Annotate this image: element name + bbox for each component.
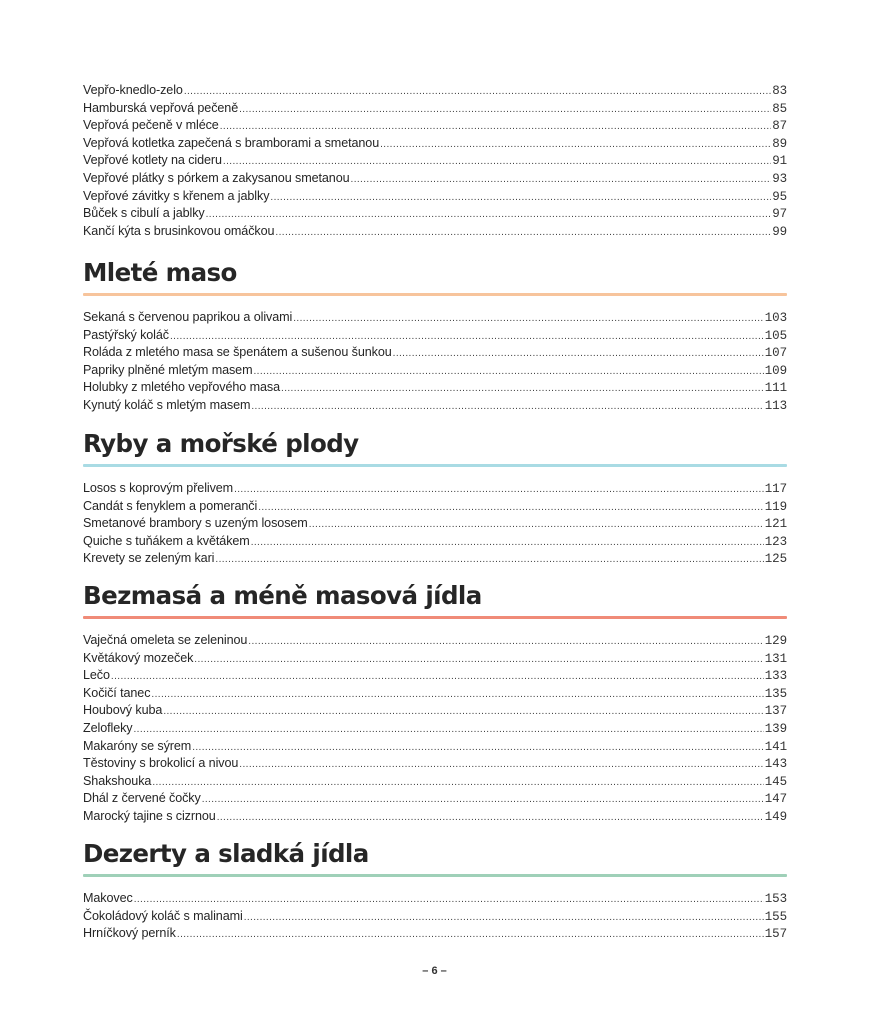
entry-page-number: 137 xyxy=(764,704,787,719)
toc-entry[interactable] xyxy=(83,755,787,773)
entry-page-number: 85 xyxy=(772,101,787,116)
dot-leader xyxy=(223,153,771,171)
entry-page-number: 133 xyxy=(764,669,787,684)
toc-entry[interactable] xyxy=(83,327,787,345)
section-divider xyxy=(83,616,787,619)
entry-title: Losos s koprovým přelivem xyxy=(83,481,234,495)
dot-leader xyxy=(217,809,764,827)
entry-title: Shakshouka xyxy=(83,773,152,788)
entry-page-number: 103 xyxy=(764,311,787,325)
entry-title: Pastýřský koláč xyxy=(83,327,169,342)
entry-page-number: 111 xyxy=(764,381,787,396)
section-divider xyxy=(83,464,787,467)
toc-entry[interactable] xyxy=(83,100,787,118)
toc-entry[interactable] xyxy=(83,773,787,791)
toc-entry[interactable] xyxy=(83,808,787,826)
toc-entry[interactable] xyxy=(83,720,787,738)
dot-leader xyxy=(111,668,764,686)
toc-entry[interactable] xyxy=(83,135,787,153)
toc-entry[interactable] xyxy=(83,550,787,568)
toc-entry[interactable] xyxy=(83,344,787,362)
entry-title: Vepřové plátky s pórkem a zakysanou smetanou xyxy=(83,170,350,185)
entry-title: Roláda z mletého masa se špenátem a sušenou šunkou xyxy=(83,345,392,360)
toc-section-ryby xyxy=(83,427,787,568)
entry-page-number: 97 xyxy=(772,207,787,222)
toc-entry[interactable] xyxy=(83,650,787,668)
entry-title: Candát s fenyklem a pomeranči xyxy=(83,498,258,513)
entry-title: Vepřová kotletka zapečená s bramborami a smetanou xyxy=(83,135,380,150)
entry-page-number: 95 xyxy=(772,189,787,204)
section-divider xyxy=(83,293,787,296)
entry-title: Zelofleky xyxy=(83,720,133,735)
dot-leader xyxy=(270,189,771,207)
entry-page-number: 93 xyxy=(772,171,787,186)
dot-leader xyxy=(177,926,764,944)
toc-entry[interactable] xyxy=(83,790,787,808)
dot-leader xyxy=(380,136,771,154)
dot-leader xyxy=(170,328,764,346)
entry-page-number: 125 xyxy=(764,552,787,567)
dot-leader xyxy=(251,398,763,416)
dot-leader xyxy=(244,909,764,927)
toc-section-continued xyxy=(83,82,787,240)
entry-title: Kančí kýta s brusinkovou omáčkou xyxy=(83,223,275,238)
dot-leader xyxy=(206,206,772,224)
toc-entry[interactable] xyxy=(83,498,787,516)
dot-leader xyxy=(281,380,764,398)
entry-title: Vepřová pečeně v mléce xyxy=(83,118,219,133)
page-number: – 6 – xyxy=(422,965,447,977)
dot-leader xyxy=(239,101,771,119)
entry-page-number: 123 xyxy=(764,534,787,549)
toc-entry[interactable] xyxy=(83,738,787,756)
entry-page-number: 157 xyxy=(764,927,787,942)
dot-leader xyxy=(309,516,764,534)
toc-entry[interactable] xyxy=(83,480,787,498)
entry-page-number: 109 xyxy=(764,363,787,378)
section-heading: Dezerty a sladká jídla xyxy=(83,839,369,868)
toc-entry[interactable] xyxy=(83,667,787,685)
section-heading: Mleté maso xyxy=(83,258,237,287)
entry-page-number: 113 xyxy=(764,398,787,413)
toc-section-mlete-maso xyxy=(83,256,787,415)
entry-page-number: 91 xyxy=(772,154,787,169)
entry-page-number: 135 xyxy=(764,686,787,701)
entry-page-number: 155 xyxy=(764,909,787,924)
entry-list xyxy=(83,82,787,240)
toc-entry[interactable] xyxy=(83,223,787,241)
entry-page-number: 121 xyxy=(764,517,787,532)
dot-leader xyxy=(134,721,764,739)
section-heading: Ryby a mořské plody xyxy=(83,429,359,458)
section-divider xyxy=(83,874,787,877)
entry-title: Houbový kuba xyxy=(83,703,163,718)
toc-entry[interactable] xyxy=(83,152,787,170)
entry-page-number: 89 xyxy=(772,136,787,151)
entry-title: Čokoládový koláč s malinami xyxy=(83,908,243,923)
entry-title: Hrníčkový perník xyxy=(83,926,176,941)
entry-page-number: 131 xyxy=(764,651,787,666)
entry-page-number: 147 xyxy=(764,792,787,807)
entry-page-number: 129 xyxy=(764,634,787,648)
dot-leader xyxy=(351,171,772,189)
entry-page-number: 149 xyxy=(764,809,787,824)
dot-leader xyxy=(215,551,763,569)
entry-page-number: 83 xyxy=(772,84,787,98)
dot-leader xyxy=(134,891,764,909)
dot-leader xyxy=(184,83,771,101)
entry-title: Smetanové brambory s uzeným lososem xyxy=(83,516,308,531)
dot-leader xyxy=(248,633,763,651)
dot-leader xyxy=(251,534,764,552)
dot-leader xyxy=(258,499,764,517)
section-heading: Bezmasá a méně masová jídla xyxy=(83,581,482,610)
entry-page-number: 141 xyxy=(764,739,787,754)
entry-page-number: 105 xyxy=(764,328,787,343)
entry-title: Vepřové kotlety na cideru xyxy=(83,153,222,168)
toc-entry[interactable] xyxy=(83,515,787,533)
entry-title: Quiche s tuňákem a květákem xyxy=(83,533,250,548)
entry-title: Vepřové závitky s křenem a jablky xyxy=(83,188,270,203)
entry-title: Vepřo-knedlo-zelo xyxy=(83,83,183,97)
entry-page-number: 143 xyxy=(764,757,787,772)
toc-entry[interactable] xyxy=(83,890,787,908)
entry-title: Vaječná omeleta se zeleninou xyxy=(83,633,248,647)
entry-title: Kočičí tanec xyxy=(83,685,151,700)
dot-leader xyxy=(275,224,771,242)
entry-page-number: 139 xyxy=(764,721,787,736)
entry-page-number: 145 xyxy=(764,774,787,789)
toc-entry[interactable] xyxy=(83,702,787,720)
dot-leader xyxy=(152,774,763,792)
entry-page-number: 153 xyxy=(764,892,787,906)
toc-entry[interactable] xyxy=(83,632,787,650)
dot-leader xyxy=(234,481,764,499)
entry-title: Sekaná s červenou paprikou a olivami xyxy=(83,310,293,324)
toc-entry[interactable] xyxy=(83,533,787,551)
entry-title: Kynutý koláč s mletým masem xyxy=(83,397,251,412)
dot-leader xyxy=(163,703,763,721)
entry-page-number: 99 xyxy=(772,224,787,239)
entry-list xyxy=(83,480,787,568)
entry-list xyxy=(83,632,787,826)
toc-entry[interactable] xyxy=(83,309,787,327)
dot-leader xyxy=(239,756,763,774)
dot-leader xyxy=(220,118,771,136)
entry-title: Bůček s cibulí a jablky xyxy=(83,206,205,221)
dot-leader xyxy=(192,739,764,757)
entry-title: Květákový mozeček xyxy=(83,650,194,665)
dot-leader xyxy=(151,686,763,704)
toc-entry[interactable] xyxy=(83,379,787,397)
entry-title: Holubky z mletého vepřového masa xyxy=(83,380,281,395)
toc-entry[interactable] xyxy=(83,685,787,703)
toc-entry[interactable] xyxy=(83,205,787,223)
entry-title: Těstoviny s brokolicí a nivou xyxy=(83,756,239,771)
toc-entry[interactable] xyxy=(83,908,787,926)
entry-title: Makaróny se sýrem xyxy=(83,738,192,753)
dot-leader xyxy=(194,651,763,669)
toc-entry[interactable] xyxy=(83,117,787,135)
dot-leader xyxy=(393,345,764,363)
entry-list xyxy=(83,890,787,943)
entry-list xyxy=(83,309,787,415)
toc-section-dezerty xyxy=(83,837,787,943)
toc-entry[interactable] xyxy=(83,170,787,188)
dot-leader xyxy=(202,791,764,809)
entry-page-number: 117 xyxy=(764,482,787,496)
toc-entry[interactable] xyxy=(83,925,787,943)
entry-page-number: 119 xyxy=(764,499,787,514)
toc-entry[interactable] xyxy=(83,397,787,415)
entry-title: Lečo xyxy=(83,668,110,683)
entry-title: Krevety se zeleným kari xyxy=(83,551,215,566)
dot-leader xyxy=(293,310,764,328)
entry-title: Dhál z červené čočky xyxy=(83,791,201,806)
entry-title: Marocký tajine s cizrnou xyxy=(83,808,216,823)
entry-page-number: 107 xyxy=(764,346,787,361)
toc-section-bezmasa xyxy=(83,579,787,826)
dot-leader xyxy=(253,363,763,381)
entry-title: Hamburská vepřová pečeně xyxy=(83,100,239,115)
toc-entry[interactable] xyxy=(83,82,787,100)
entry-title: Makovec xyxy=(83,891,133,905)
entry-title: Papriky plněné mletým masem xyxy=(83,362,253,377)
entry-page-number: 87 xyxy=(772,119,787,134)
toc-entry[interactable] xyxy=(83,362,787,380)
toc-entry[interactable] xyxy=(83,188,787,206)
